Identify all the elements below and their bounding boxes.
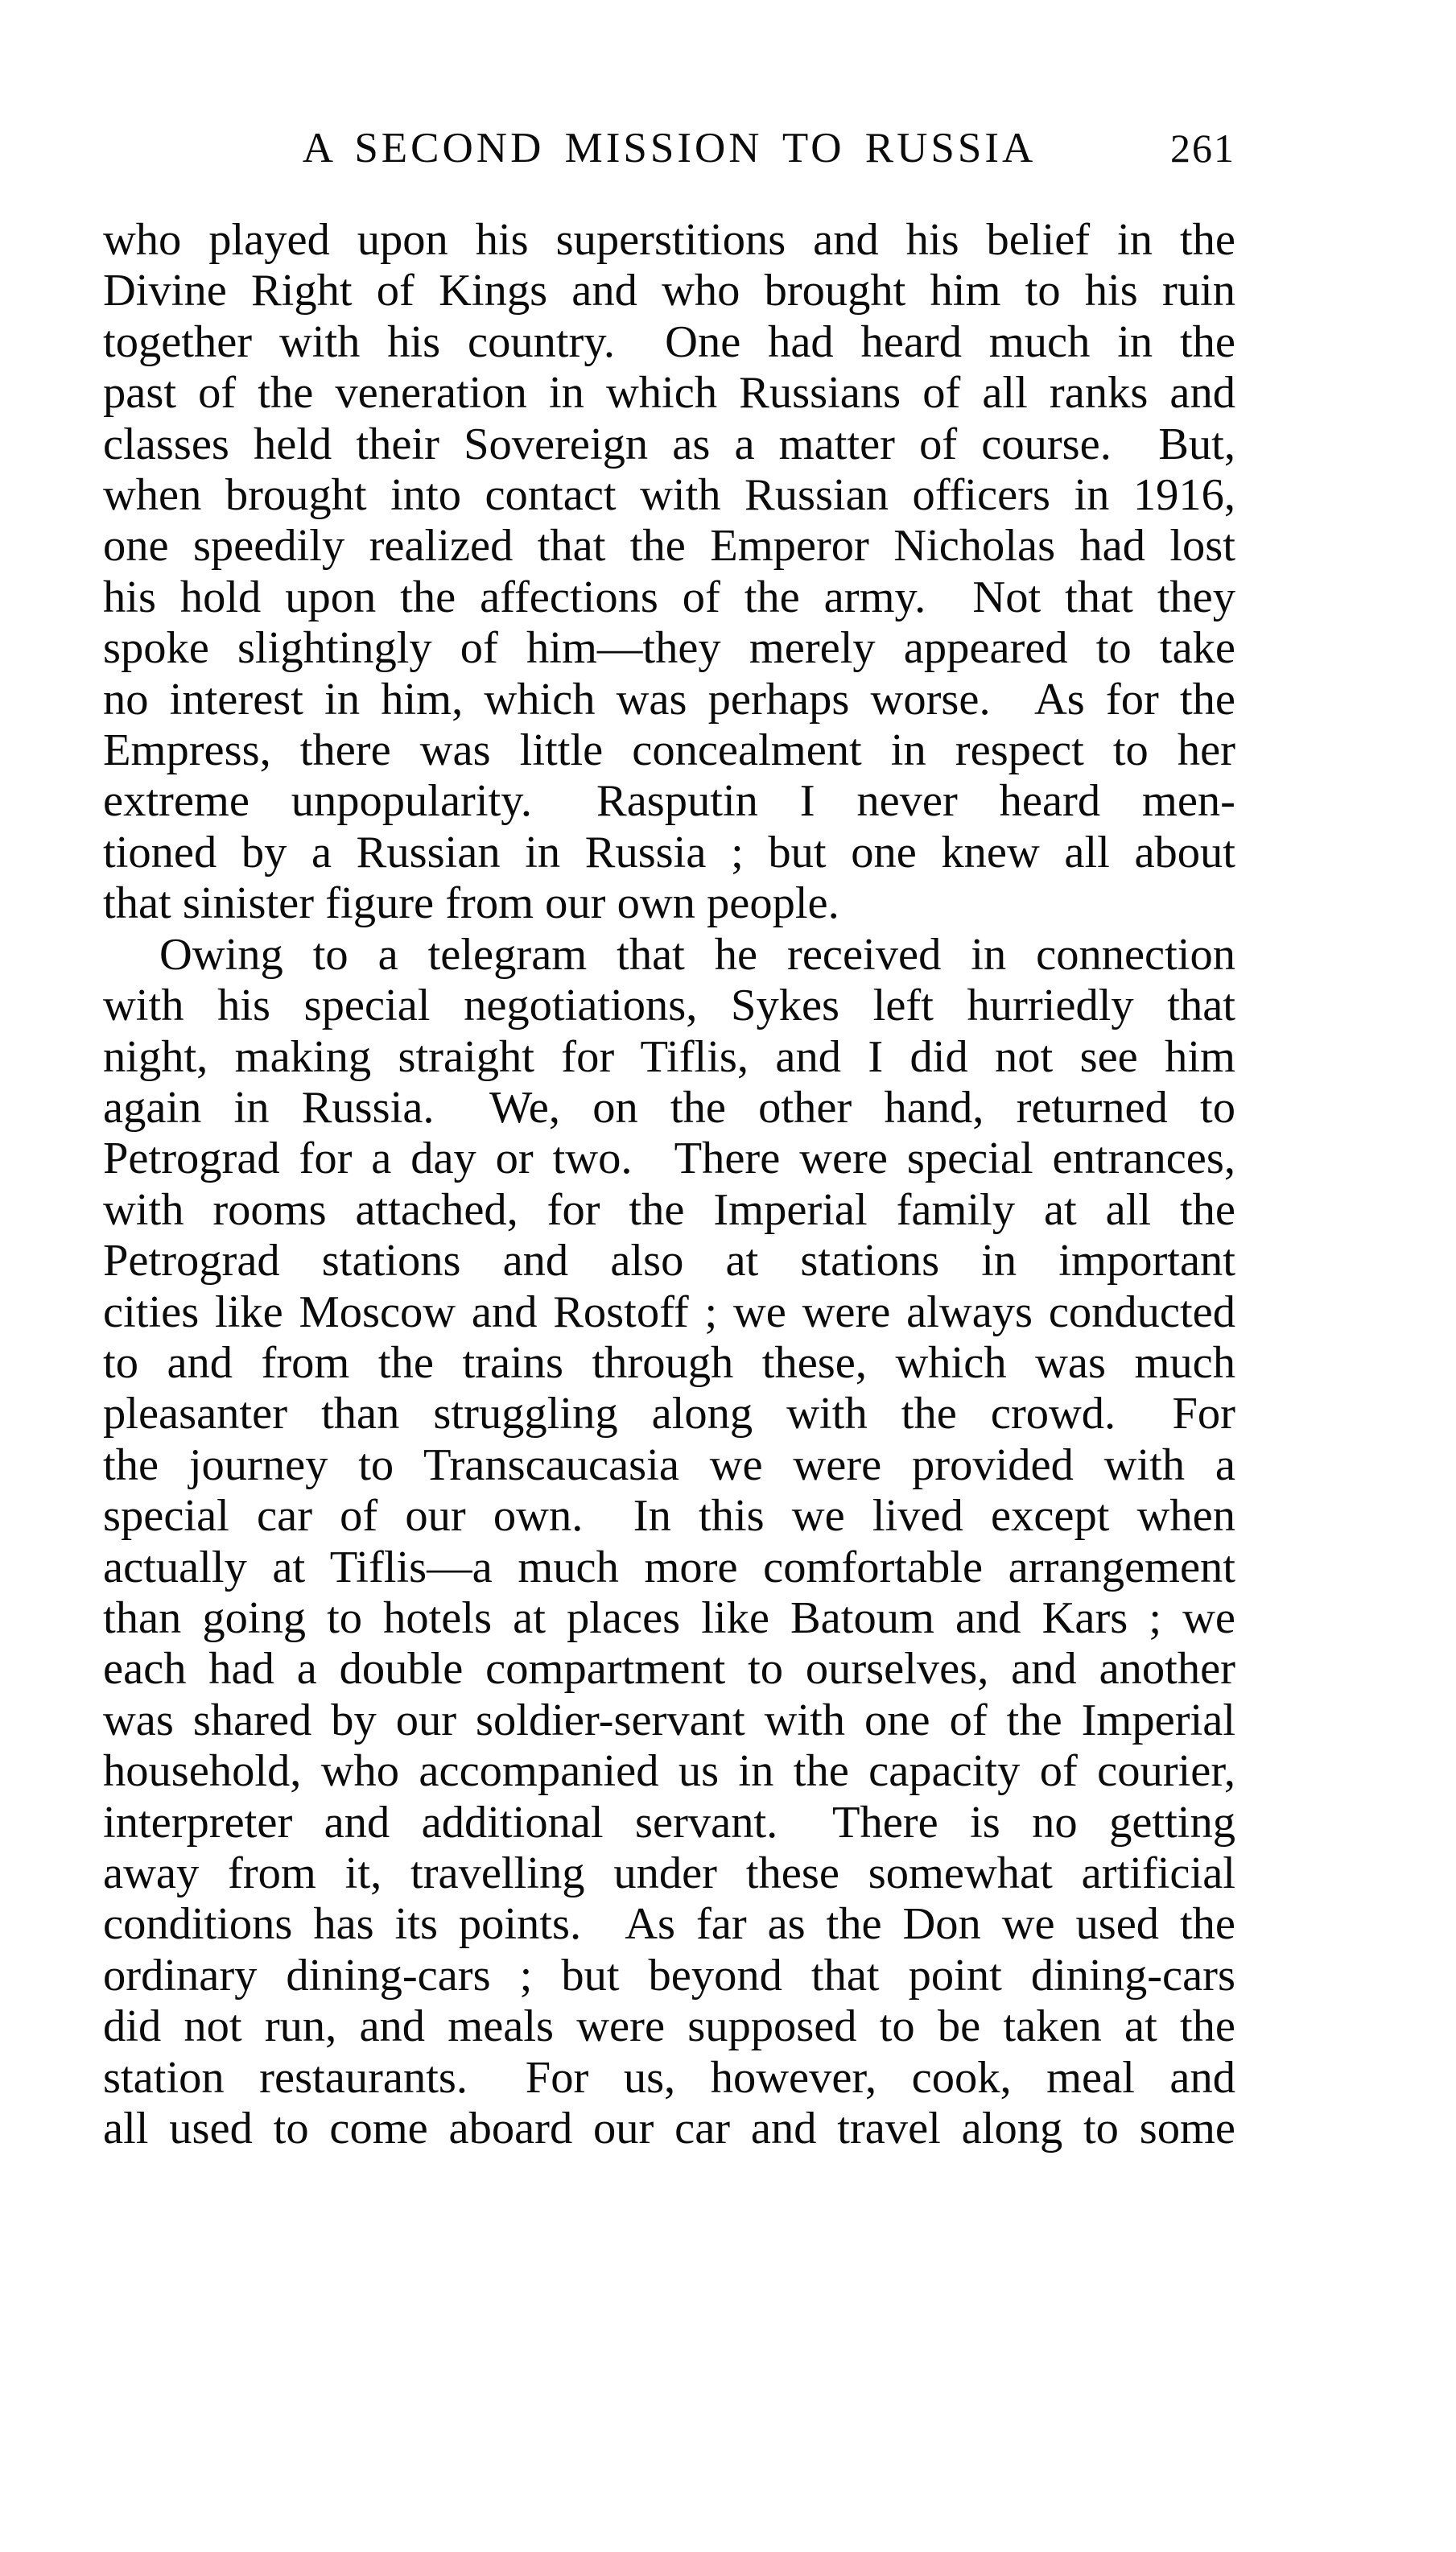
body-text-line: Petrograd stations and also at stations in important [103, 1236, 1235, 1286]
body-text-line: actually at Tiflis—a much more comfortable arrangement [103, 1542, 1235, 1592]
body-text-line: did not run, and meals were supposed to be taken at the [103, 2001, 1235, 2052]
running-head [103, 126, 1235, 172]
page-body [103, 215, 1235, 2154]
body-text-line: classes held their Sovereign as a matter of course. But, [103, 419, 1235, 469]
body-text-line: Empress, there was little concealment in respect to her [103, 725, 1235, 776]
body-text-line: night, making straight for Tiflis, and I did not see him [103, 1031, 1235, 1082]
body-text-line: that sinister figure from our own people. [103, 878, 839, 929]
body-text-line: each had a double compartment to ourselves, and another [103, 1644, 1235, 1695]
body-text-line: household, who accompanied us in the capacity of courier, [103, 1746, 1235, 1797]
body-text-line: spoke slightingly of him—they merely appeared to take [103, 623, 1235, 674]
body-text-line: conditions has its points. As far as the Don we used the [103, 1899, 1235, 1950]
body-text-line: tioned by a Russian in Russia ; but one knew all about [103, 827, 1235, 878]
body-text-line: cities like Moscow and Rostoff ; we were always conducted [103, 1286, 1235, 1337]
body-text-line: interpreter and additional servant. There is no getting [103, 1797, 1235, 1848]
body-text-line: ordinary dining-cars ; but beyond that point dining-cars [103, 1950, 1235, 2001]
body-text-line: with rooms attached, for the Imperial family at all the [103, 1184, 1235, 1235]
body-text-line: was shared by our soldier-servant with one of the Imperial [103, 1695, 1235, 1745]
paragraph [103, 215, 1235, 930]
body-text-line: pleasanter than struggling along with the crowd. For [103, 1389, 1235, 1439]
body-text-line: one speedily realized that the Emperor Nicholas had lost [103, 521, 1235, 572]
body-text-line: than going to hotels at places like Batoum and Kars ; we [103, 1592, 1235, 1643]
body-text-line: his hold upon the affections of the army. Not that they [103, 572, 1235, 622]
body-text-line: again in Russia. We, on the other hand, returned to [103, 1082, 1235, 1133]
body-text-line: special car of our own. In this we lived except when [103, 1491, 1235, 1542]
body-text-line: no interest in him, which was perhaps worse. As for the [103, 674, 1235, 725]
body-text-line: Owing to a telegram that he received in connection [159, 929, 1235, 980]
body-text-line: with his special negotiations, Sykes left hurriedly that [103, 981, 1235, 1031]
body-text-line: the journey to Transcaucasia we were provided with a [103, 1439, 1235, 1490]
paragraph [103, 930, 1235, 2155]
body-text-line: together with his country. One had heard much in the [103, 316, 1235, 367]
body-text-line: station restaurants. For us, however, cook, meal and [103, 2052, 1235, 2103]
page-number: 261 [1170, 126, 1235, 171]
body-text-line: Petrograd for a day or two. There were special entrances, [103, 1134, 1235, 1184]
body-text-line: extreme unpopularity. Rasputin I never heard men- [103, 776, 1235, 827]
body-text-line: past of the veneration in which Russians of all ranks and [103, 368, 1235, 419]
running-head-title: A SECOND MISSION TO RUSSIA [302, 125, 1037, 171]
body-text-line: who played upon his superstitions and his belief in the [103, 215, 1235, 265]
body-text-line: all used to come aboard our car and travel along to some [103, 2104, 1235, 2154]
body-text-line: Divine Right of Kings and who brought him to his ruin [103, 266, 1235, 316]
body-text-line: when brought into contact with Russian officers in 1916, [103, 470, 1235, 521]
body-text-line: to and from the trains through these, which was much [103, 1337, 1235, 1388]
body-text-line: away from it, travelling under these somewhat artificial [103, 1848, 1235, 1898]
